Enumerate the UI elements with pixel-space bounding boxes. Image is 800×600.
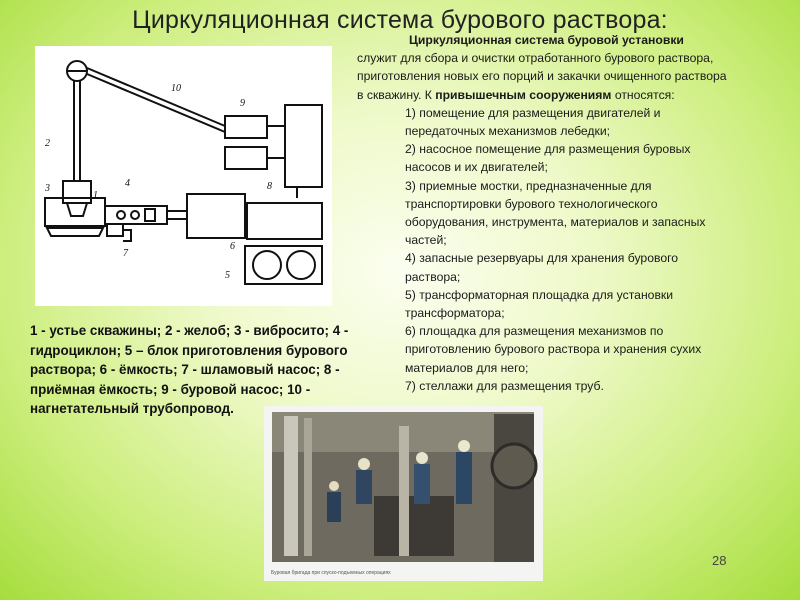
diagram-label-5: 5 [225, 270, 230, 281]
diagram-drawing [35, 46, 332, 306]
diagram-label-7: 7 [123, 248, 128, 259]
slide-title: Циркуляционная система бурового раствора: [132, 6, 668, 34]
diagram-label-8: 8 [267, 181, 272, 192]
list-item: 7) стеллажи для размещения труб. [405, 378, 604, 393]
diagram-label-4: 4 [125, 178, 130, 189]
list-item: 4) запасные резервуары для хранения бурового раствора; [405, 251, 679, 284]
list-item: 1) помещение для размещения двигателей и передаточных механизмов лебедки; [405, 105, 661, 139]
diagram-legend: 1 - устье скважины; 2 - желоб; 3 - вибросито; 4 - гидроциклон; 5 – блок приготовления бурового раствора; 6 - ёмкость; 7 - шламовый насос; 8 - приёмная ёмкость; 9 - буровой насос; 10 - нагнетательный трубопровод. [30, 323, 349, 416]
diagram-label-1: 1 [93, 190, 98, 201]
list-item: 2) насосное помещение для размещения буровых насосов и их двигателей; [405, 142, 691, 175]
description-text [357, 31, 729, 395]
drilling-crew-photo [264, 406, 543, 581]
page-number: 28 [712, 553, 727, 568]
description-heading: Циркуляционная система буровой установки [409, 33, 684, 47]
list-item: 3) приемные мостки, предназначенные для транспортировки бурового технологического оборудования, инструмента, материалов и запасных частей; [405, 178, 706, 248]
description-intro-end: относятся: [614, 87, 675, 102]
diagram-label-3: 3 [45, 183, 50, 194]
photo-caption: Буровая бригада при спуско-подъемных операциях [271, 570, 391, 576]
photo-image [264, 406, 543, 566]
description-intro: служит для сбора и очистки отработанного бурового раствора, приготовления новых его порций и закачки очищенного раствора в скважину. К [357, 51, 727, 102]
description-intro-bold: привышечным сооружениям [435, 87, 612, 102]
list-item: 6) площадка для размещения механизмов по приготовлению бурового раствора и хранения сухих материалов для него; [405, 324, 702, 375]
diagram-label-6: 6 [230, 241, 235, 252]
list-item: 5) трансформаторная площадка для установки трансформатора; [405, 287, 674, 321]
circulation-system-diagram [35, 46, 332, 306]
diagram-label-2: 2 [45, 138, 50, 149]
diagram-label-10: 10 [171, 83, 181, 94]
diagram-label-9: 9 [240, 98, 245, 109]
